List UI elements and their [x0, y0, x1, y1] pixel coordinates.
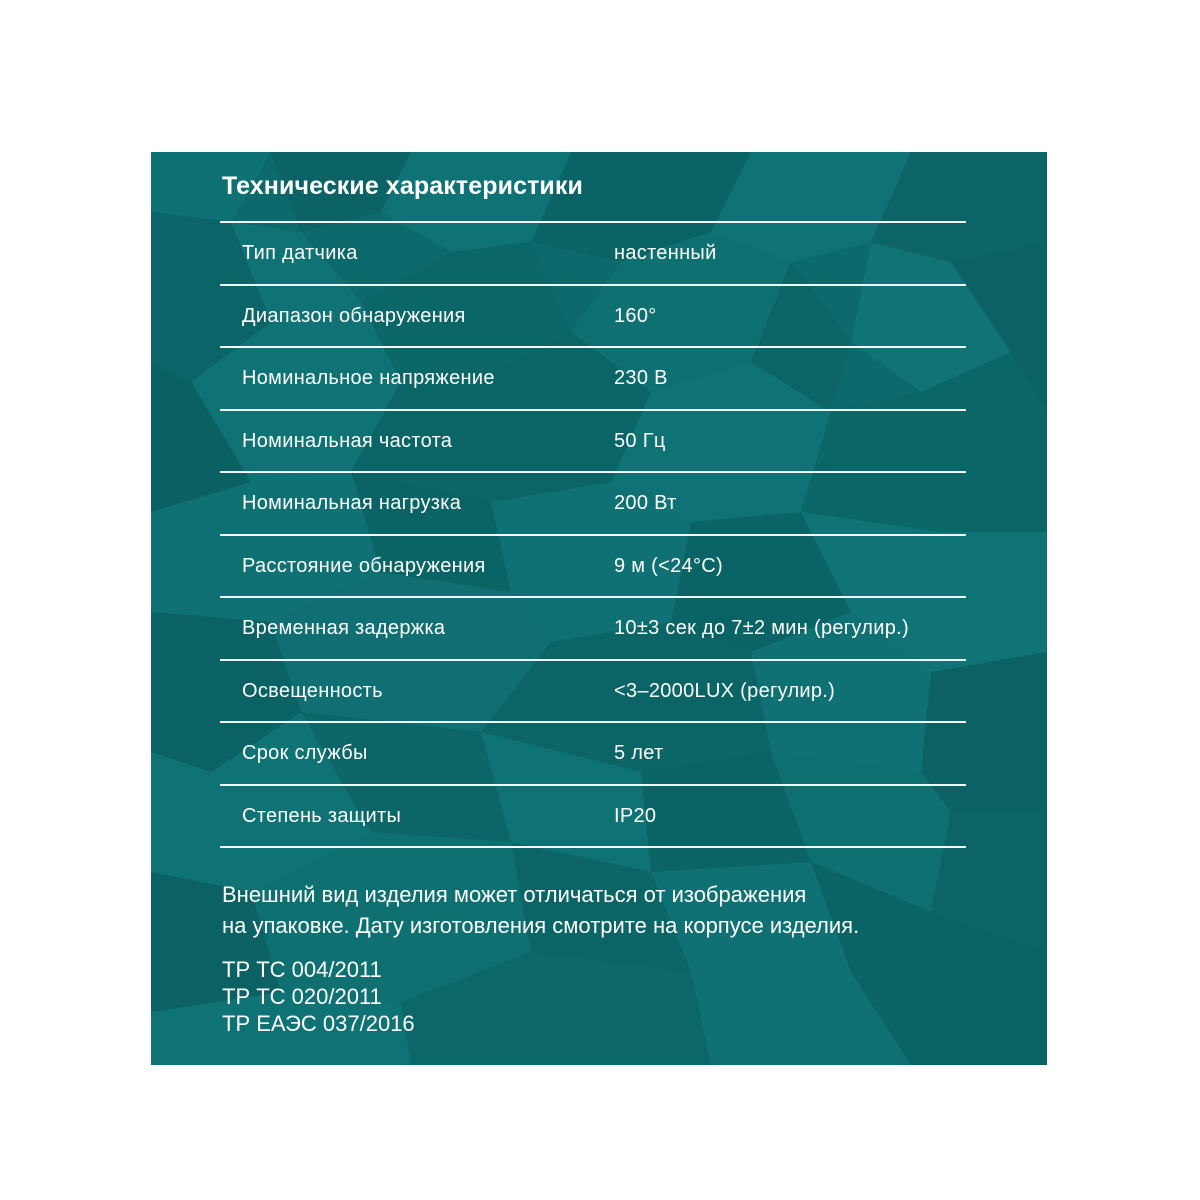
spec-value: 10±3 сек до 7±2 мин (регулир.)	[614, 617, 909, 639]
table-row	[220, 286, 966, 349]
spec-value: 230 В	[614, 367, 668, 389]
spec-value: 160°	[614, 304, 657, 327]
standard-item: ТР ТС 004/2011	[222, 957, 382, 982]
spec-label: Тип датчика	[242, 242, 358, 264]
table-row	[220, 786, 966, 849]
spec-label: Освещенность	[242, 679, 383, 702]
table-row	[220, 598, 966, 661]
spec-value: <3–2000LUX (регулир.)	[614, 679, 836, 702]
spec-value: 50 Гц	[614, 429, 666, 452]
table-row	[220, 348, 966, 411]
spec-value: 200 Вт	[614, 492, 677, 514]
notice-line: на упаковке. Дату изготовления смотрите на корпусе изделия.	[222, 913, 860, 938]
appearance-notice	[222, 879, 859, 941]
spec-label: Временная задержка	[242, 617, 446, 639]
table-row	[220, 723, 966, 786]
standard-item: ТР ТС 020/2011	[222, 984, 382, 1009]
spec-label: Номинальная нагрузка	[242, 492, 462, 514]
table-row	[220, 411, 966, 474]
standard-item: ТР ЕАЭС 037/2016	[222, 1011, 415, 1036]
spec-panel	[151, 152, 1047, 1065]
page-title: Технические характеристики	[222, 172, 583, 200]
spec-table	[220, 221, 966, 848]
spec-value: 9 м (<24°С)	[614, 554, 723, 577]
spec-value: IP20	[614, 804, 657, 827]
spec-value: настенный	[614, 242, 717, 264]
spec-label: Расстояние обнаружения	[242, 554, 486, 577]
spec-label: Степень защиты	[242, 804, 402, 827]
table-row	[220, 473, 966, 536]
spec-label: Номинальная частота	[242, 429, 453, 452]
spec-label: Срок службы	[242, 742, 368, 764]
table-row	[220, 536, 966, 599]
standards-list	[222, 956, 415, 1037]
spec-label: Диапазон обнаружения	[242, 304, 466, 327]
spec-content	[151, 152, 1047, 1065]
table-row	[220, 661, 966, 724]
spec-label: Номинальное напряжение	[242, 367, 495, 389]
spec-value: 5 лет	[614, 742, 664, 764]
notice-line: Внешний вид изделия может отличаться от изображения	[222, 882, 807, 907]
table-row	[220, 223, 966, 286]
